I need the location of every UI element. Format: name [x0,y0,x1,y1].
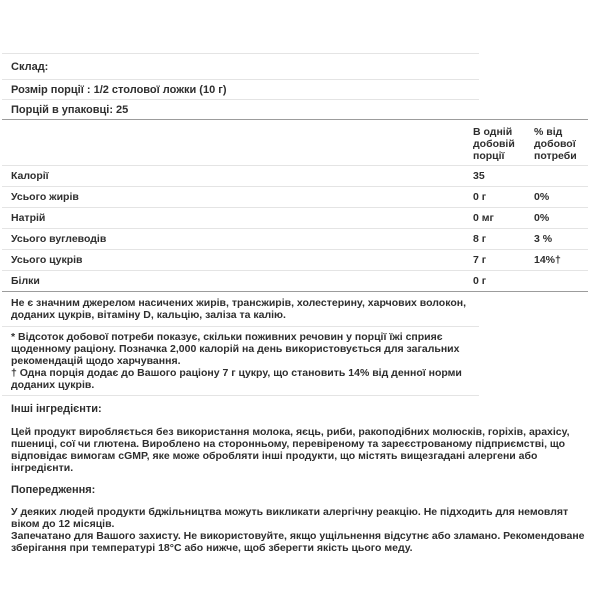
table-row-total-fat [2,187,588,207]
nutrition-facts-panel [2,53,588,554]
nutrient-dv: 0% [534,191,550,203]
not-significant-text: Не є значним джерелом насичених жирів, трансжирів, холестерину, харчових волокон, доданих цукрів, вітаміну D, кальцію, заліза та калію. [11,297,467,321]
nutrient-dv: 3 % [534,233,553,245]
nutrient-label: Білки [11,275,40,287]
column-header-amount: В одній добовій порції [473,126,515,162]
table-row-total-sugars [2,250,588,270]
nutrient-label: Усього жирів [11,191,79,203]
warnings-text-seal: Запечатано для Вашого захисту. Не використовуйте, якщо ущільнення відсутнє або зламано. Рекомендоване зберігання при температурі 18°C або нижче, щоб зберегти якість цього меду. [11,530,585,554]
warnings-title: Попередження: [11,484,96,496]
other-ingredients-title: Інші інгредієнти: [11,403,102,415]
nutrient-dv: 14%† [534,254,561,266]
footnote-added-sugars: † Одна порція додає до Вашого раціону 7 г цукру, що становить 14% від денної норми доданих цукрів. [11,367,462,391]
nutrient-label: Усього цукрів [11,254,83,266]
composition-label: Склад: [11,61,49,73]
table-row-protein [2,271,588,291]
nutrient-amount: 0 мг [473,212,494,224]
divider [2,395,479,396]
not-significant-block [2,292,588,326]
column-header-daily-value: % від добової потреби [534,126,577,162]
nutrient-label: Натрій [11,212,46,224]
nutrient-amount: 7 г [473,254,487,266]
table-row-total-carbs [2,229,588,249]
table-row-calories [2,166,588,186]
nutrient-dv: 0% [534,212,550,224]
footnotes-block [2,327,588,395]
nutrient-label: Усього вуглеводів [11,233,107,245]
servings-per-container: Порцій в упаковці: 25 [11,104,129,116]
footnote-percent-daily-value: * Відсоток добової потреби показує, скільки поживних речовин у порції їжі сприяє щоденному раціону. Позначка 2,000 калорій на день використовується для загальних рекомендацій щодо харчування. [11,331,460,367]
nutrient-label: Калорії [11,170,49,182]
serving-size: Розмір порції : 1/2 столової ложки (10 г) [11,84,227,96]
table-row-sodium [2,208,588,228]
other-ingredients-text: Цей продукт виробляється без використання молока, яєць, риби, ракоподібних молюсків, горіхів, арахісу, пшениці, сої чи глютена. Вироблено на сторонньому, перевіреному та зареєстрованому підприємстві, що відповідає вимогам cGMP, яке може обробляти інші продукти, що містять вищезгадані алергени або інгредієнти. [11,426,570,474]
nutrient-amount: 0 г [473,191,487,203]
nutrient-amount: 0 г [473,275,487,287]
table-column-headers [2,120,588,165]
nutrient-amount: 8 г [473,233,487,245]
nutrient-amount: 35 [473,170,485,182]
warnings-text-allergy: У деяких людей продукти бджільництва можуть викликати алергічну реакцію. Не підходить для немовлят віком до 12 місяців. [11,506,569,530]
